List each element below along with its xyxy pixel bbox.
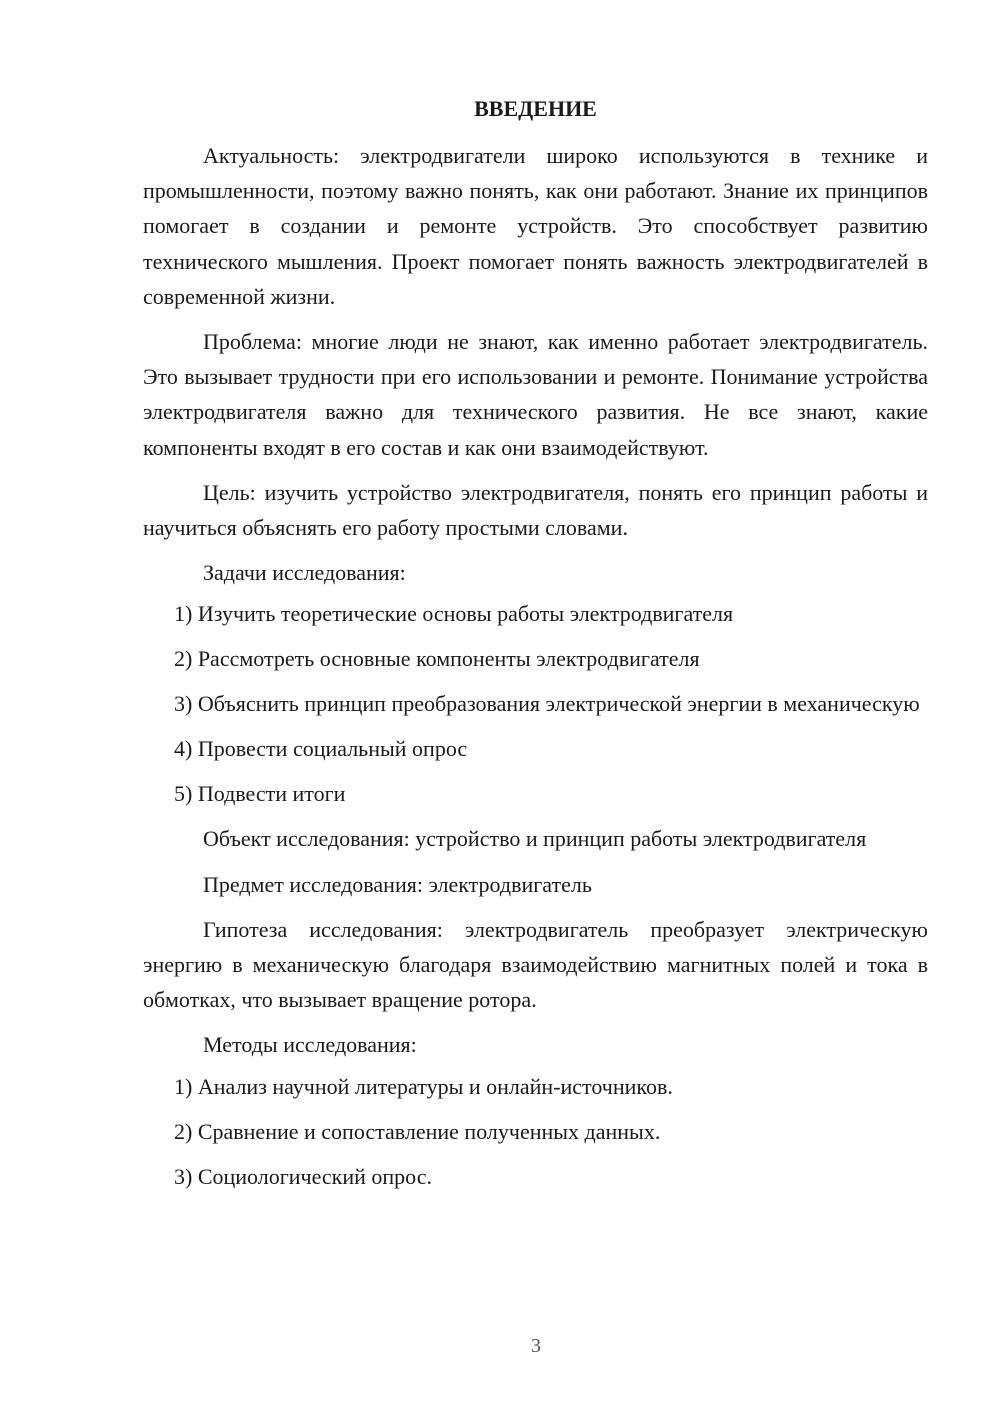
method-item: 2) Сравнение и сопоставление полученных данных. — [174, 1118, 661, 1144]
hypothesis-paragraph: Гипотеза исследования: электродвигатель преобразует электрическую энергию в механическую благодаря взаимодействию магнитных полей и тока в обмотках, что вызывает вращение ротора. — [143, 916, 928, 1013]
document-page — [143, 92, 928, 1194]
task-item: 4) Провести социальный опрос — [174, 736, 468, 762]
task-item: 3) Объяснить принцип преобразования электрической энергии в механическую — [174, 691, 920, 717]
method-item: 3) Социологический опрос. — [174, 1163, 432, 1189]
object-paragraph: Объект исследования: устройство и принцип работы электродвигателя — [203, 826, 867, 852]
methods-heading: Методы исследования: — [203, 1032, 417, 1058]
relevance-paragraph: Актуальность: электродвигатели широко используются в технике и промышленности, поэтому важно понять, как они работают. Знание их принципов помогает в создании и ремонте устройств. Это способствует развитию технического мышления. Проект помогает понять важность электродвигателей в современной жизни. — [143, 143, 928, 309]
task-item: 5) Подвести итоги — [174, 781, 346, 807]
page-number: 3 — [531, 1335, 541, 1357]
section-title: ВВЕДЕНИЕ — [474, 96, 597, 121]
problem-paragraph: Проблема: многие люди не знают, как именно работает электродвигатель. Это вызывает трудности при его использовании и ремонте. Понимание устройства электродвигателя важно для технического развития. Не все знают, какие компоненты входят в его состав и как они взаимодействуют. — [143, 329, 928, 460]
method-item: 1) Анализ научной литературы и онлайн-источников. — [174, 1073, 673, 1099]
subject-paragraph: Предмет исследования: электродвигатель — [203, 871, 592, 897]
goal-paragraph: Цель: изучить устройство электродвигателя, понять его принцип работы и научиться объяснять его работу простыми словами. — [143, 479, 928, 541]
tasks-heading: Задачи исследования: — [203, 560, 406, 586]
task-item: 1) Изучить теоретические основы работы электродвигателя — [174, 601, 734, 627]
task-item: 2) Рассмотреть основные компоненты электродвигателя — [174, 646, 700, 672]
